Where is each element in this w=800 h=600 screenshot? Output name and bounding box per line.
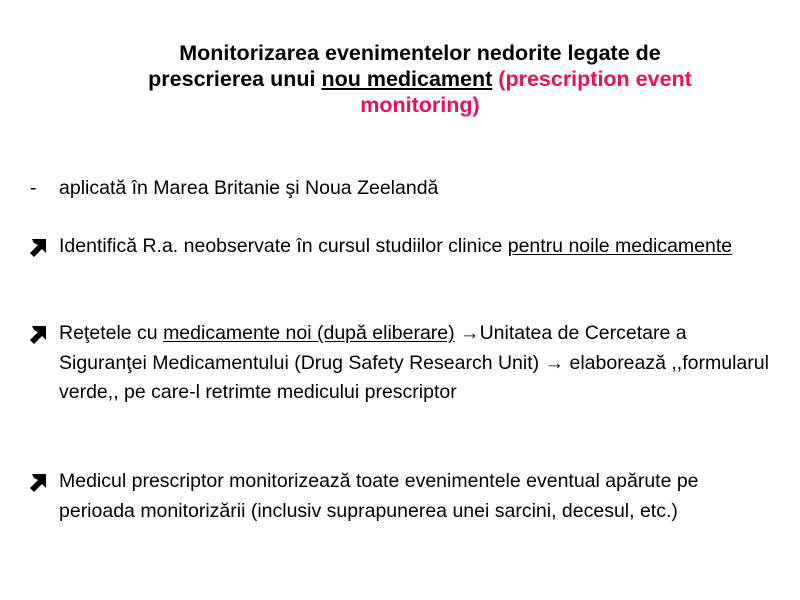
- bullet-item-1: [28, 174, 778, 204]
- bullet-underlined-2: pentru noile medicamente: [507, 235, 733, 257]
- title-underlined: nou medicament: [321, 67, 493, 91]
- arrow-icon: [28, 319, 58, 349]
- bullet-item-3: [28, 319, 778, 408]
- bullet-text-4: Medicul prescriptor monitorizează toate evenimentele eventual apărute pe perioada monitorizării (inclusiv suprapunerea unei sarcini, decesul, etc.): [59, 470, 699, 522]
- title-accent-part-1: (prescription event: [498, 67, 692, 91]
- right-arrow-glyph: →: [544, 351, 565, 374]
- title-accent-part-2: monitoring): [360, 93, 480, 117]
- arrow-icon: [28, 232, 58, 262]
- title-line-1: Monitorizarea evenimentelor nedorite legate de: [179, 41, 661, 65]
- dash-marker: -: [30, 177, 37, 199]
- bullet-item-4: [28, 467, 778, 526]
- title-prefix: prescrierea unui: [148, 67, 322, 91]
- bullet-underlined-3: medicamente noi (după eliberare): [163, 322, 455, 344]
- title-line-2: [60, 66, 780, 92]
- bullet-item-2: [28, 232, 778, 262]
- bullet-text-1: aplicată în Marea Britanie şi Noua Zeelandă: [59, 177, 439, 199]
- slide-title: [60, 40, 780, 118]
- right-arrow-glyph: →: [454, 322, 480, 344]
- arrow-icon: [28, 467, 58, 497]
- bullet-text-3: Reţetele cu medicamente noi (după eliberare) →Unitatea de Cercetare a Siguranţei Medicamentului (Drug Safety Research Unit) → elaborează ,,formularul verde,, pe care-l retrimte medicului prescriptor: [59, 322, 769, 403]
- bullet-text-2: Identifică R.a. neobservate în cursul studiilor clinice pentru noile medicamente: [59, 235, 733, 257]
